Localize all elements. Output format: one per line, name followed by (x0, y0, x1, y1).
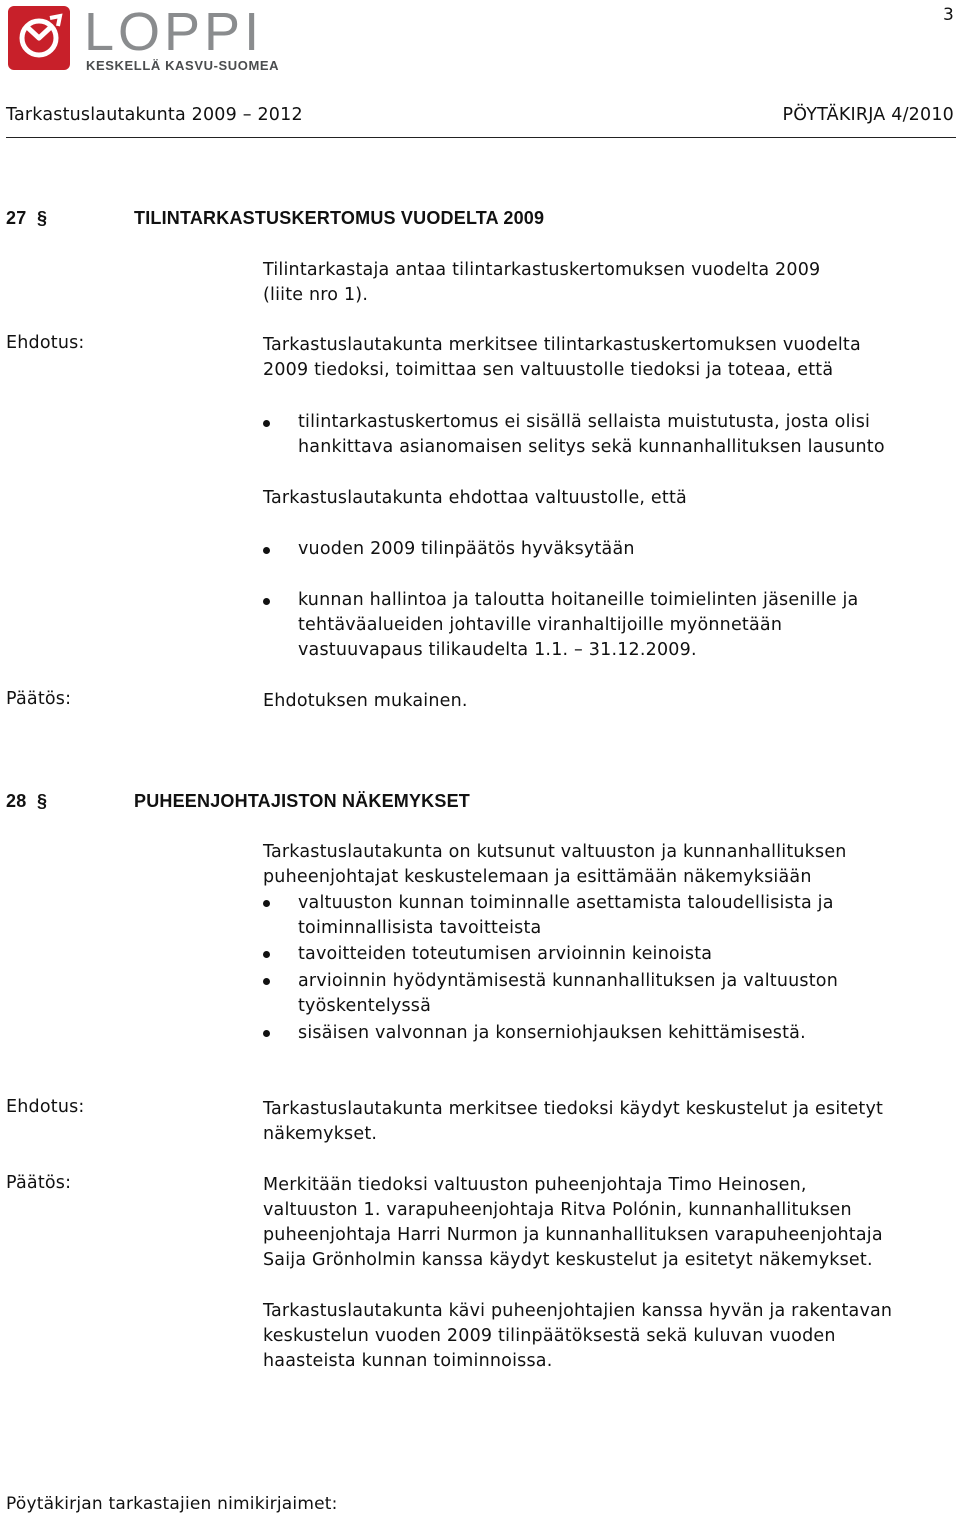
section-title: PUHEENJOHTAJISTON NÄKEMYKSET (134, 791, 470, 811)
bullet-icon (263, 978, 270, 985)
section-intro-line: (liite nro 1). (263, 285, 369, 305)
bullet-icon (263, 547, 270, 554)
section-sign: § (37, 208, 48, 228)
decision-text: Ehdotuksen mukainen. (263, 691, 468, 711)
bullet-text: vuoden 2009 tilinpäätös hyväksytään (298, 539, 635, 559)
proposal-line: Tarkastuslautakunta merkitsee tiedoksi käydyt keskustelut ja esitetyt (263, 1099, 884, 1119)
closing-line: haasteista kunnan toiminnoissa. (263, 1351, 553, 1371)
bullet-text: tilintarkastuskertomus ei sisällä sellaista muistutusta, josta olisi (298, 412, 871, 432)
logo-wordmark: LOPPI (84, 4, 264, 62)
bullet-text: sisäisen valvonnan ja konserniohjauksen kehittämisestä. (298, 1023, 806, 1043)
proposal-line: näkemykset. (263, 1124, 378, 1144)
section-sign: § (37, 791, 48, 811)
decision-line: Merkitään tiedoksi valtuuston puheenjohtaja Timo Heinosen, (263, 1175, 807, 1195)
proposal-line: 2009 tiedoksi, toimittaa sen valtuustolle tiedoksi ja toteaa, että (263, 360, 834, 380)
bullet-icon (263, 900, 270, 907)
proposal-label: Ehdotus: (6, 1097, 85, 1117)
bullet-icon (263, 951, 270, 958)
bullet-text: valtuuston kunnan toiminnalle asettamista taloudellisista ja (298, 893, 834, 913)
bullet-text: tehtäväalueiden johtaville viranhaltijoille myönnetään (298, 615, 783, 635)
bullet-text: työskentelyssä (298, 996, 432, 1016)
decision-line: puheenjohtaja Harri Nurmon ja kunnanhallituksen varapuheenjohtaja (263, 1225, 883, 1245)
section-title: TILINTARKASTUSKERTOMUS VUODELTA 2009 (134, 208, 545, 228)
decision-label: Päätös: (6, 1173, 72, 1193)
footer-initials-label: Pöytäkirjan tarkastajien nimikirjaimet: (6, 1494, 338, 1514)
header-rule (6, 137, 956, 138)
bullet-text: hankittava asianomaisen selitys sekä kunnanhallituksen lausunto (298, 437, 885, 457)
header-committee: Tarkastuslautakunta 2009 – 2012 (6, 105, 303, 125)
header-minutes-id: PÖYTÄKIRJA 4/2010 (782, 105, 954, 125)
section-intro-line: puheenjohtajat keskustelemaan ja esittämään näkemyksiään (263, 867, 812, 887)
section-intro-line: Tilintarkastaja antaa tilintarkastuskertomuksen vuodelta 2009 (263, 260, 821, 280)
bullet-text: kunnan hallintoa ja taloutta hoitaneille toimielinten jäsenille ja (298, 590, 859, 610)
logo-tagline: KESKELLÄ KASVU-SUOMEA (86, 58, 280, 73)
bullet-icon (263, 420, 270, 427)
paragraph: Tarkastuslautakunta ehdottaa valtuustolle, että (263, 488, 687, 508)
bullet-icon (263, 1030, 270, 1037)
proposal-label: Ehdotus: (6, 333, 85, 353)
section-number: 27 (6, 208, 27, 228)
bullet-icon (263, 598, 270, 605)
closing-line: keskustelun vuoden 2009 tilinpäätöksestä sekä kuluvan vuoden (263, 1326, 836, 1346)
page-number: 3 (942, 5, 954, 25)
bullet-text: vastuuvapaus tilikaudelta 1.1. – 31.12.2009. (298, 640, 697, 660)
bullet-text: tavoitteiden toteutumisen arvioinnin keinoista (298, 944, 713, 964)
decision-label: Päätös: (6, 689, 72, 709)
closing-line: Tarkastuslautakunta kävi puheenjohtajien kanssa hyvän ja rakentavan (263, 1301, 893, 1321)
loppi-logo (6, 4, 306, 76)
bullet-text: toiminnallisista tavoitteista (298, 918, 542, 938)
proposal-line: Tarkastuslautakunta merkitsee tilintarkastuskertomuksen vuodelta (263, 335, 861, 355)
decision-line: valtuuston 1. varapuheenjohtaja Ritva Polónin, kunnanhallituksen (263, 1200, 852, 1220)
section-number: 28 (6, 791, 27, 811)
section-intro-line: Tarkastuslautakunta on kutsunut valtuuston ja kunnanhallituksen (263, 842, 847, 862)
decision-line: Saija Grönholmin kanssa käydyt keskustelut ja esitetyt näkemykset. (263, 1250, 873, 1270)
bullet-text: arvioinnin hyödyntämisestä kunnanhallituksen ja valtuuston (298, 971, 838, 991)
